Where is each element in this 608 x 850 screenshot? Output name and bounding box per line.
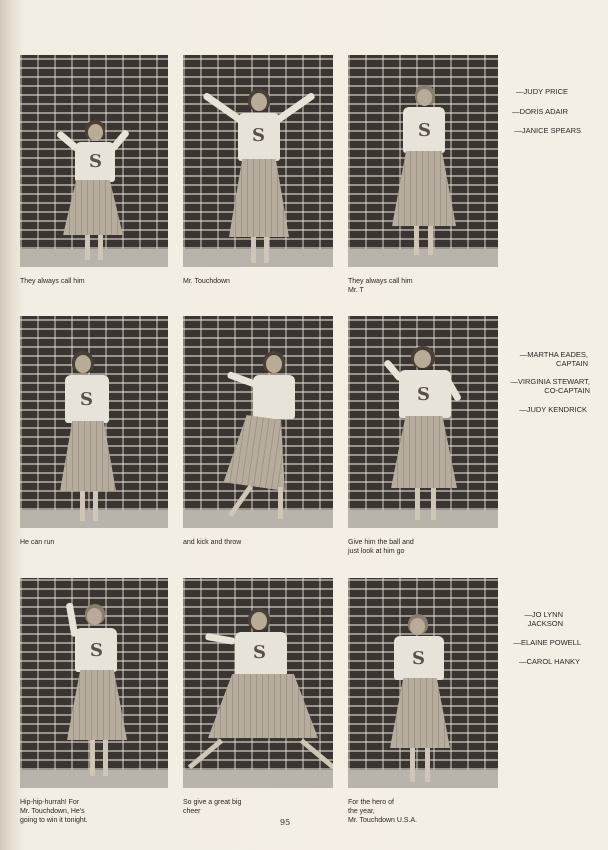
cheerleader-figure bbox=[383, 346, 468, 524]
arm bbox=[205, 633, 236, 645]
cheerleader-photo bbox=[348, 55, 498, 267]
photo-caption: They always call him Mr. T bbox=[348, 278, 413, 294]
skirt bbox=[390, 678, 450, 748]
cheerleader-name: —JUDY PRICE bbox=[516, 87, 568, 96]
cheerleader-photo bbox=[348, 316, 498, 528]
photo-caption: So give a great big cheer bbox=[183, 799, 242, 815]
photo-caption: Hip-hip-hurrah! For Mr. Touchdown, He's going to win it tonight. bbox=[20, 799, 88, 824]
arm bbox=[202, 92, 243, 124]
leg bbox=[98, 235, 103, 260]
cheerleader-name: —JUDY KENDRICK bbox=[519, 405, 587, 414]
cheerleader-name: —DORIS ADAIR bbox=[512, 107, 568, 116]
sweater-letter: S bbox=[89, 151, 102, 172]
cheerleader-photo bbox=[183, 578, 333, 788]
cheerleader-figure bbox=[193, 608, 328, 778]
face bbox=[251, 93, 267, 111]
leg bbox=[80, 491, 85, 521]
cheerleader-name: —JANICE SPEARS bbox=[514, 126, 581, 135]
sweater bbox=[253, 375, 295, 419]
face bbox=[75, 355, 91, 373]
skirt bbox=[63, 180, 123, 235]
photo-caption: For the hero of the year, Mr. Touchdown U.S.A. bbox=[348, 799, 418, 824]
sweater-letter: S bbox=[80, 389, 93, 410]
face bbox=[87, 608, 102, 625]
cheerleader-figure bbox=[60, 351, 130, 521]
cheerleader-name: —MARTHA EADES, CAPTAIN bbox=[519, 350, 588, 368]
cheerleader-figure bbox=[218, 351, 303, 521]
leg bbox=[428, 226, 433, 255]
cheerleader-photo bbox=[20, 578, 168, 788]
leg bbox=[414, 226, 419, 255]
skirt bbox=[229, 159, 289, 237]
photo-caption: They always call him bbox=[20, 278, 85, 285]
sweater-letter: S bbox=[253, 642, 266, 663]
sweater-letter: S bbox=[252, 125, 265, 146]
leg bbox=[93, 491, 98, 521]
skirt bbox=[392, 151, 456, 226]
arm bbox=[109, 129, 130, 152]
sweater-letter: S bbox=[90, 640, 103, 661]
page-number: 95 bbox=[280, 818, 291, 827]
cheerleader-figure bbox=[388, 614, 458, 782]
cheerleader-figure bbox=[58, 120, 128, 260]
face bbox=[417, 89, 432, 106]
cheerleader-photo bbox=[20, 55, 168, 267]
leg bbox=[415, 488, 420, 520]
face bbox=[88, 124, 103, 141]
cheerleader-photo bbox=[348, 578, 498, 788]
leg bbox=[228, 485, 253, 517]
leg bbox=[425, 748, 430, 782]
cheerleader-name: —VIRGINIA STEWART, CO-CAPTAIN bbox=[510, 377, 590, 395]
sweater-letter: S bbox=[412, 648, 425, 669]
cheerleader-figure bbox=[221, 85, 296, 263]
sweater-letter: S bbox=[417, 384, 430, 405]
cheerleader-photo bbox=[183, 316, 333, 528]
cheerleader-figure bbox=[388, 85, 458, 255]
cheerleader-figure bbox=[65, 598, 135, 778]
skirt bbox=[60, 421, 116, 491]
face bbox=[251, 612, 267, 630]
face bbox=[414, 350, 431, 368]
sweater-letter: S bbox=[418, 120, 431, 141]
arm bbox=[227, 371, 258, 388]
cheerleader-photo bbox=[183, 55, 333, 267]
arm bbox=[275, 92, 316, 124]
arm bbox=[66, 602, 79, 637]
photo-caption: and kick and throw bbox=[183, 539, 242, 546]
leg bbox=[264, 237, 269, 263]
leg bbox=[188, 739, 223, 770]
cheerleader-name: —CAROL HANKY bbox=[519, 657, 580, 666]
leg bbox=[431, 488, 436, 520]
arm bbox=[56, 130, 80, 152]
leg bbox=[90, 740, 95, 776]
face bbox=[266, 355, 282, 373]
skirt bbox=[67, 670, 127, 740]
cheerleader-photo bbox=[20, 316, 168, 528]
photo-caption: Mr. Touchdown bbox=[183, 278, 230, 285]
leg bbox=[85, 235, 90, 260]
photo-caption: Give him the ball and just look at him go bbox=[348, 539, 414, 555]
leg bbox=[251, 237, 256, 263]
face bbox=[410, 618, 425, 635]
skirt bbox=[391, 416, 457, 488]
leg bbox=[300, 739, 333, 770]
leg bbox=[278, 487, 283, 519]
cheerleader-name: —ELAINE POWELL bbox=[513, 638, 581, 647]
leg bbox=[103, 740, 108, 776]
skirt bbox=[208, 674, 318, 738]
leg bbox=[410, 748, 415, 782]
cheerleader-name: —JO LYNN JACKSON bbox=[524, 610, 563, 628]
skirt bbox=[223, 413, 294, 491]
photo-caption: He can run bbox=[20, 539, 55, 546]
